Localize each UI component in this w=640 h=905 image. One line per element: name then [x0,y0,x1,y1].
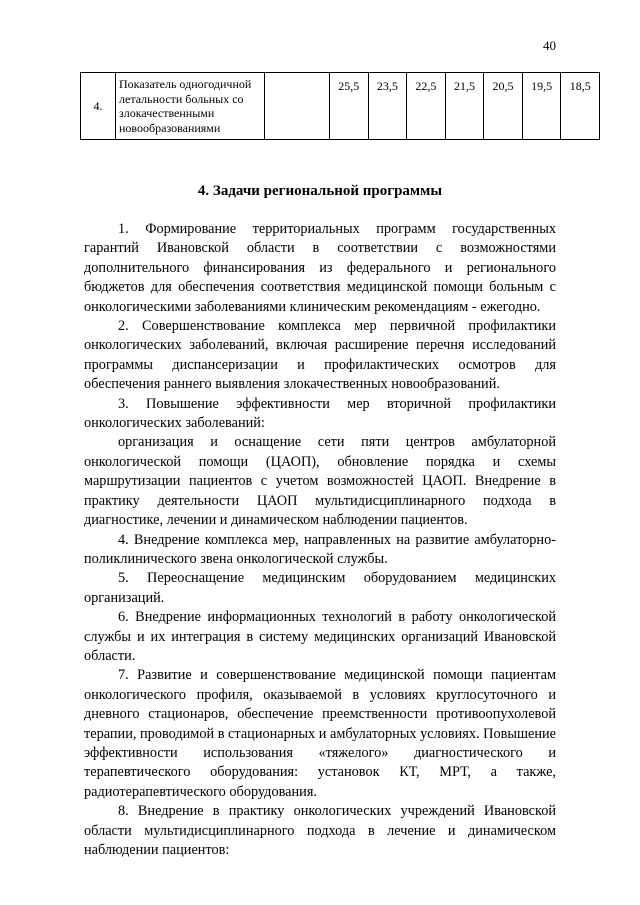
paragraph: 6. Внедрение информационных технологий в работу онкологической службы и их интеграция в систему медицинских организаций Ивановской области. [84,609,556,664]
section-title: 4. Задачи региональной программы [197,183,443,199]
value-cell: 21,5 [445,73,484,140]
value-cell: 25,5 [330,73,369,140]
table-row [81,73,600,140]
row-number-cell: 4. [81,73,116,140]
value-cell: 20,5 [484,73,523,140]
value-cell: 18,5 [561,73,600,140]
paragraph: 8. Внедрение в практику онкологических учреждений Ивановской области мультидисциплинарного подхода в лечение и динамическом наблюдении пациентов: [84,803,556,858]
paragraph: организация и оснащение сети пяти центров амбулаторной онкологической помощи (ЦАОП), обновление порядка и схемы маршрутизации пациентов с учетом возможностей ЦАОП. Внедрение в практику деятельности ЦАОП мультидисциплинарного подхода в диагностике, лечении и динамическом наблюдении пациентов. [84,434,556,529]
paragraph: 5. Переоснащение медицинским оборудованием медицинских организаций. [84,570,556,606]
document-body [84,220,556,860]
paragraph: 2. Совершенствование комплекса мер первичной профилактики онкологических заболеваний, включая расширение перечня исследований программы диспансеризации и профилактических осмотров для обеспечения раннего выявления злокачественных новообразований. [84,318,556,393]
value-cell: 19,5 [522,73,561,140]
paragraph: 3. Повышение эффективности мер вторичной профилактики онкологических заболеваний: [84,395,556,432]
paragraph: 1. Формирование территориальных программ государственных гарантий Ивановской области в соответствии с возможностями дополнительного финансирования из федерального и регионального бюджетов для обеспечения соответствия медицинской помощи больным с онкологическими заболеваниями клиническим рекомендациям - ежегодно. [84,221,556,315]
value-cell: 22,5 [407,73,446,140]
paragraph: 7. Развитие и совершенствование медицинской помощи пациентам онкологического профиля, оказываемой в условиях круглосуточного и дневного стационаров, обеспечение преемственности противоопухолевой терапии, проводимой в стационарных и амбулаторных условиях. Повышение эффективности использования «тяжелого» диагностического и терапевтического оборудования: установок КТ, МРТ, а также, радиотерапевтического оборудования. [84,667,556,800]
paragraph: 4. Внедрение комплекса мер, направленных на развитие амбулаторно-поликлинического звена онкологической службы. [84,531,556,567]
indicators-table [80,72,600,140]
value-cell: 23,5 [368,73,407,140]
indicator-name-cell: Показатель одногодичной летальности больных со злокачественными новообразованиями [116,73,265,140]
page-number: 40 [543,38,556,53]
